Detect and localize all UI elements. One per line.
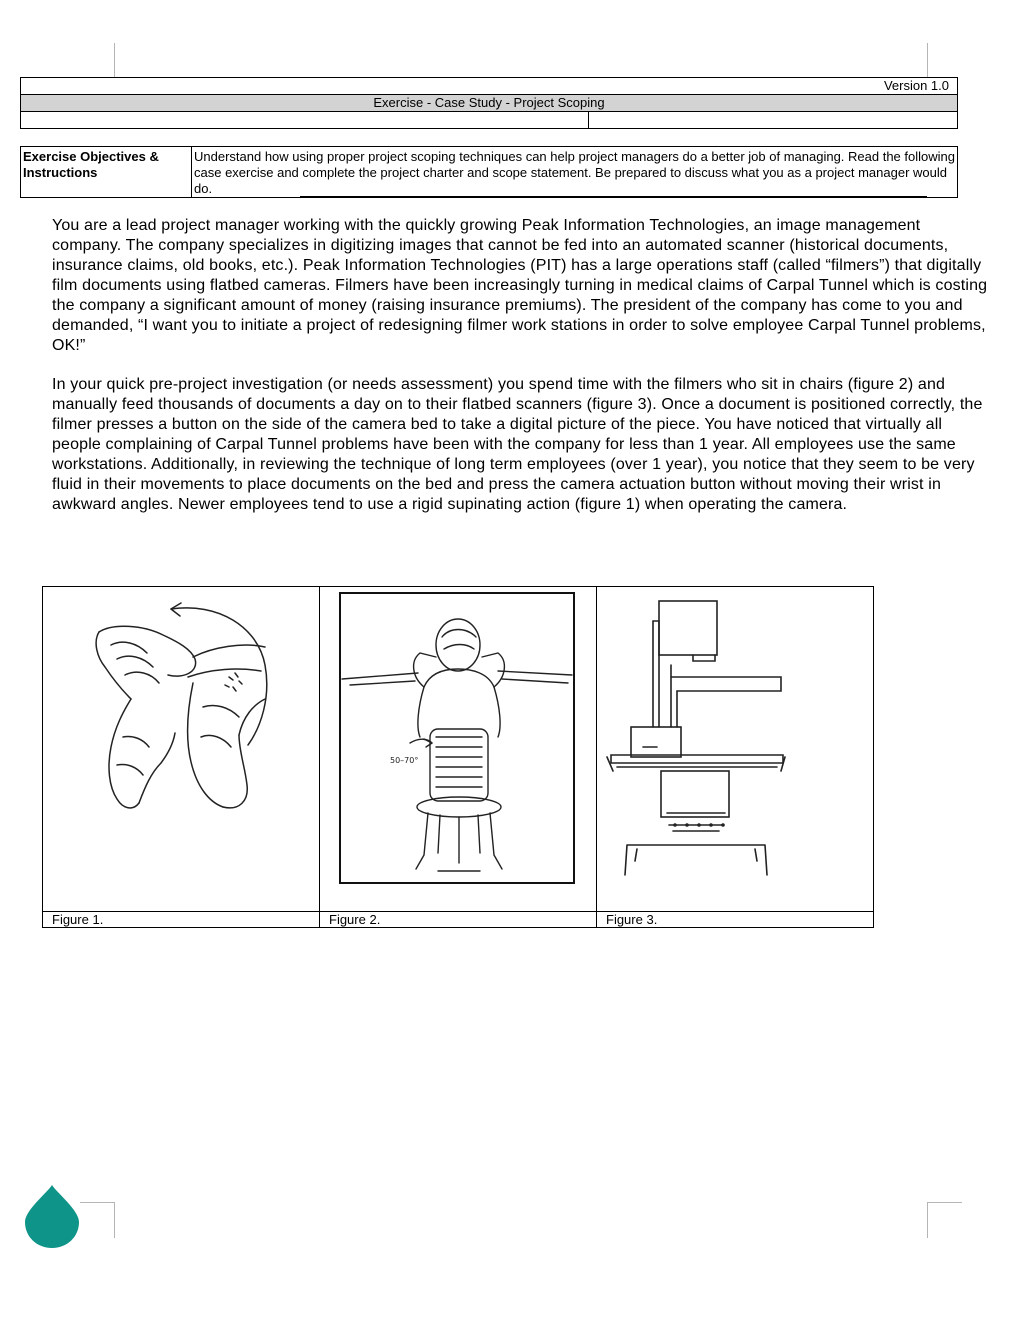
flatbed-camera-illustration xyxy=(597,587,873,911)
version-label: Version 1.0 xyxy=(21,78,958,95)
objectives-table xyxy=(20,146,958,198)
crop-mark xyxy=(114,1202,115,1238)
objectives-label xyxy=(21,147,192,198)
seated-filmer-illustration xyxy=(320,587,596,911)
header-empty-cell xyxy=(589,112,958,129)
document-title: Exercise - Case Study - Project Scoping xyxy=(21,95,958,112)
paragraph: You are a lead project manager working with the quickly growing Peak Information Technologies, an image management company. The company specializes in digitizing images that cannot be fed into an automated scanner (historical documents, insurance claims, old books, etc.). Peak Information Technologies (PIT) has a large operations staff (called “filmers”) that digitally film documents using flatbed cameras. Filmers have been increasingly turning in medical claims of Carpal Tunnel which is costing the company a significant amount of money (raising insurance premiums). The president of the company has come to you and demanded, “I want you to initiate a project of redesigning filmer work stations in order to solve employee Carpal Tunnel problems, OK!” xyxy=(52,217,988,354)
document-header xyxy=(20,77,958,129)
crop-mark xyxy=(80,1202,115,1203)
crop-mark xyxy=(927,1202,962,1203)
figure-caption: Figure 2. xyxy=(320,912,597,928)
figure-caption: Figure 3. xyxy=(597,912,874,928)
figure-1-cell xyxy=(43,587,320,912)
paragraph: In your quick pre-project investigation (or needs assessment) you spend time with the filmers who sit in chairs (figure 2) and manually feed thousands of documents a day on to their flatbed scanners (figure 3). Once a document is positioned correctly, the filmer presses a button on the side of the camera bed to take a digital picture of the piece. You have noticed that virtually all people complaining of Carpal Tunnel problems have been with the company for less than 1 year. All employees use the same workstations. Additionally, in reviewing the technique of long term employees (over 1 year), you notice that they seem to be very fluid in their movements to place documents on the bed and press the camera actuation button without moving their wrist in awkward angles. Newer employees tend to use a rigid supinating action (figure 1) when operating the camera. xyxy=(52,376,983,513)
crop-mark xyxy=(114,43,115,77)
figure-2-cell xyxy=(320,587,597,912)
crop-mark xyxy=(927,43,928,77)
objectives-text: Understand how using proper project scoping techniques can help project managers do a better job of managing. Read the following case exercise and complete the project charter and scope statement. Be prepared to discuss what you as a project manager would do. xyxy=(192,147,958,198)
figures-table xyxy=(42,586,874,928)
droplet-logo-icon xyxy=(24,1184,80,1250)
supinating-hands-illustration xyxy=(43,587,319,911)
crop-mark xyxy=(927,1202,928,1238)
case-study-body xyxy=(52,216,994,534)
objectives-label-text: Exercise Objectives & Instructions xyxy=(23,149,159,180)
header-empty-cell xyxy=(21,112,589,129)
divider xyxy=(300,196,927,198)
figure-3-cell xyxy=(597,587,874,912)
figure-caption: Figure 1. xyxy=(43,912,320,928)
angle-label: 50–70° xyxy=(390,756,419,765)
